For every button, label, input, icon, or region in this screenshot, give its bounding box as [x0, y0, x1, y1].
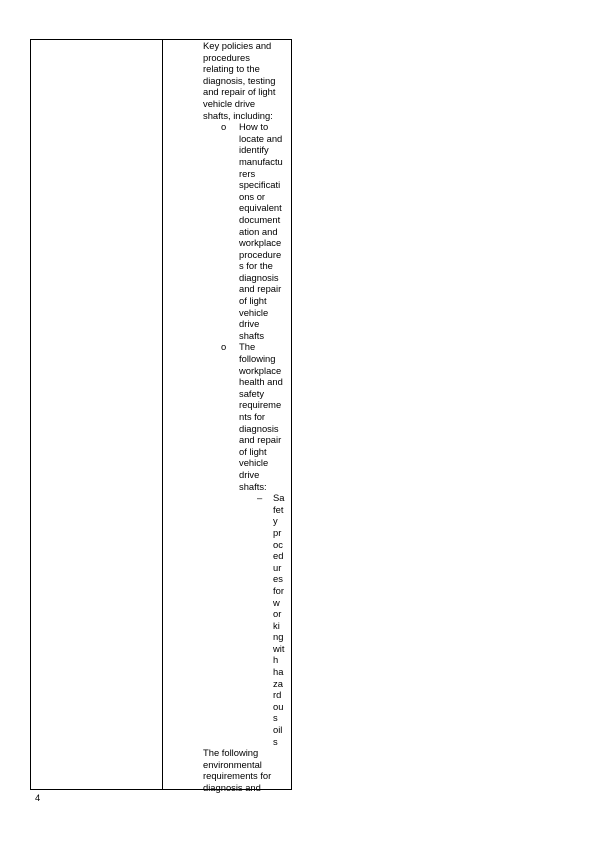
column-divider	[162, 40, 163, 789]
list-item	[203, 341, 293, 492]
sub-bullet-text: Sa fet y pr oc ed ur es for w or ki ng wit h ha za rd ou s oil s	[273, 492, 285, 747]
bullet-text: The following workplace health and safety requireme nts for diagnosis and repair of light vehicle drive shafts:	[239, 341, 283, 492]
intro-text: Key policies and procedures relating to the diagnosis, testing and repair of light vehicle drive shafts, including:	[203, 40, 276, 121]
list-item	[203, 121, 293, 341]
bullet-text: How to locate and identify manufactu rers specificati ons or equivalent document ation and workplace procedure s for the diagnosis and repair of light vehicle drive shafts	[239, 121, 283, 341]
closing-text: The following environmental requirements for diagnosis and	[203, 747, 272, 793]
bullet-marker: o	[221, 121, 227, 133]
page-number: 4	[35, 792, 41, 803]
right-cell	[203, 40, 293, 794]
bullet-marker: o	[221, 341, 227, 353]
sub-list-item	[203, 492, 293, 747]
dash-marker: –	[257, 492, 263, 504]
content-table	[30, 39, 292, 793]
